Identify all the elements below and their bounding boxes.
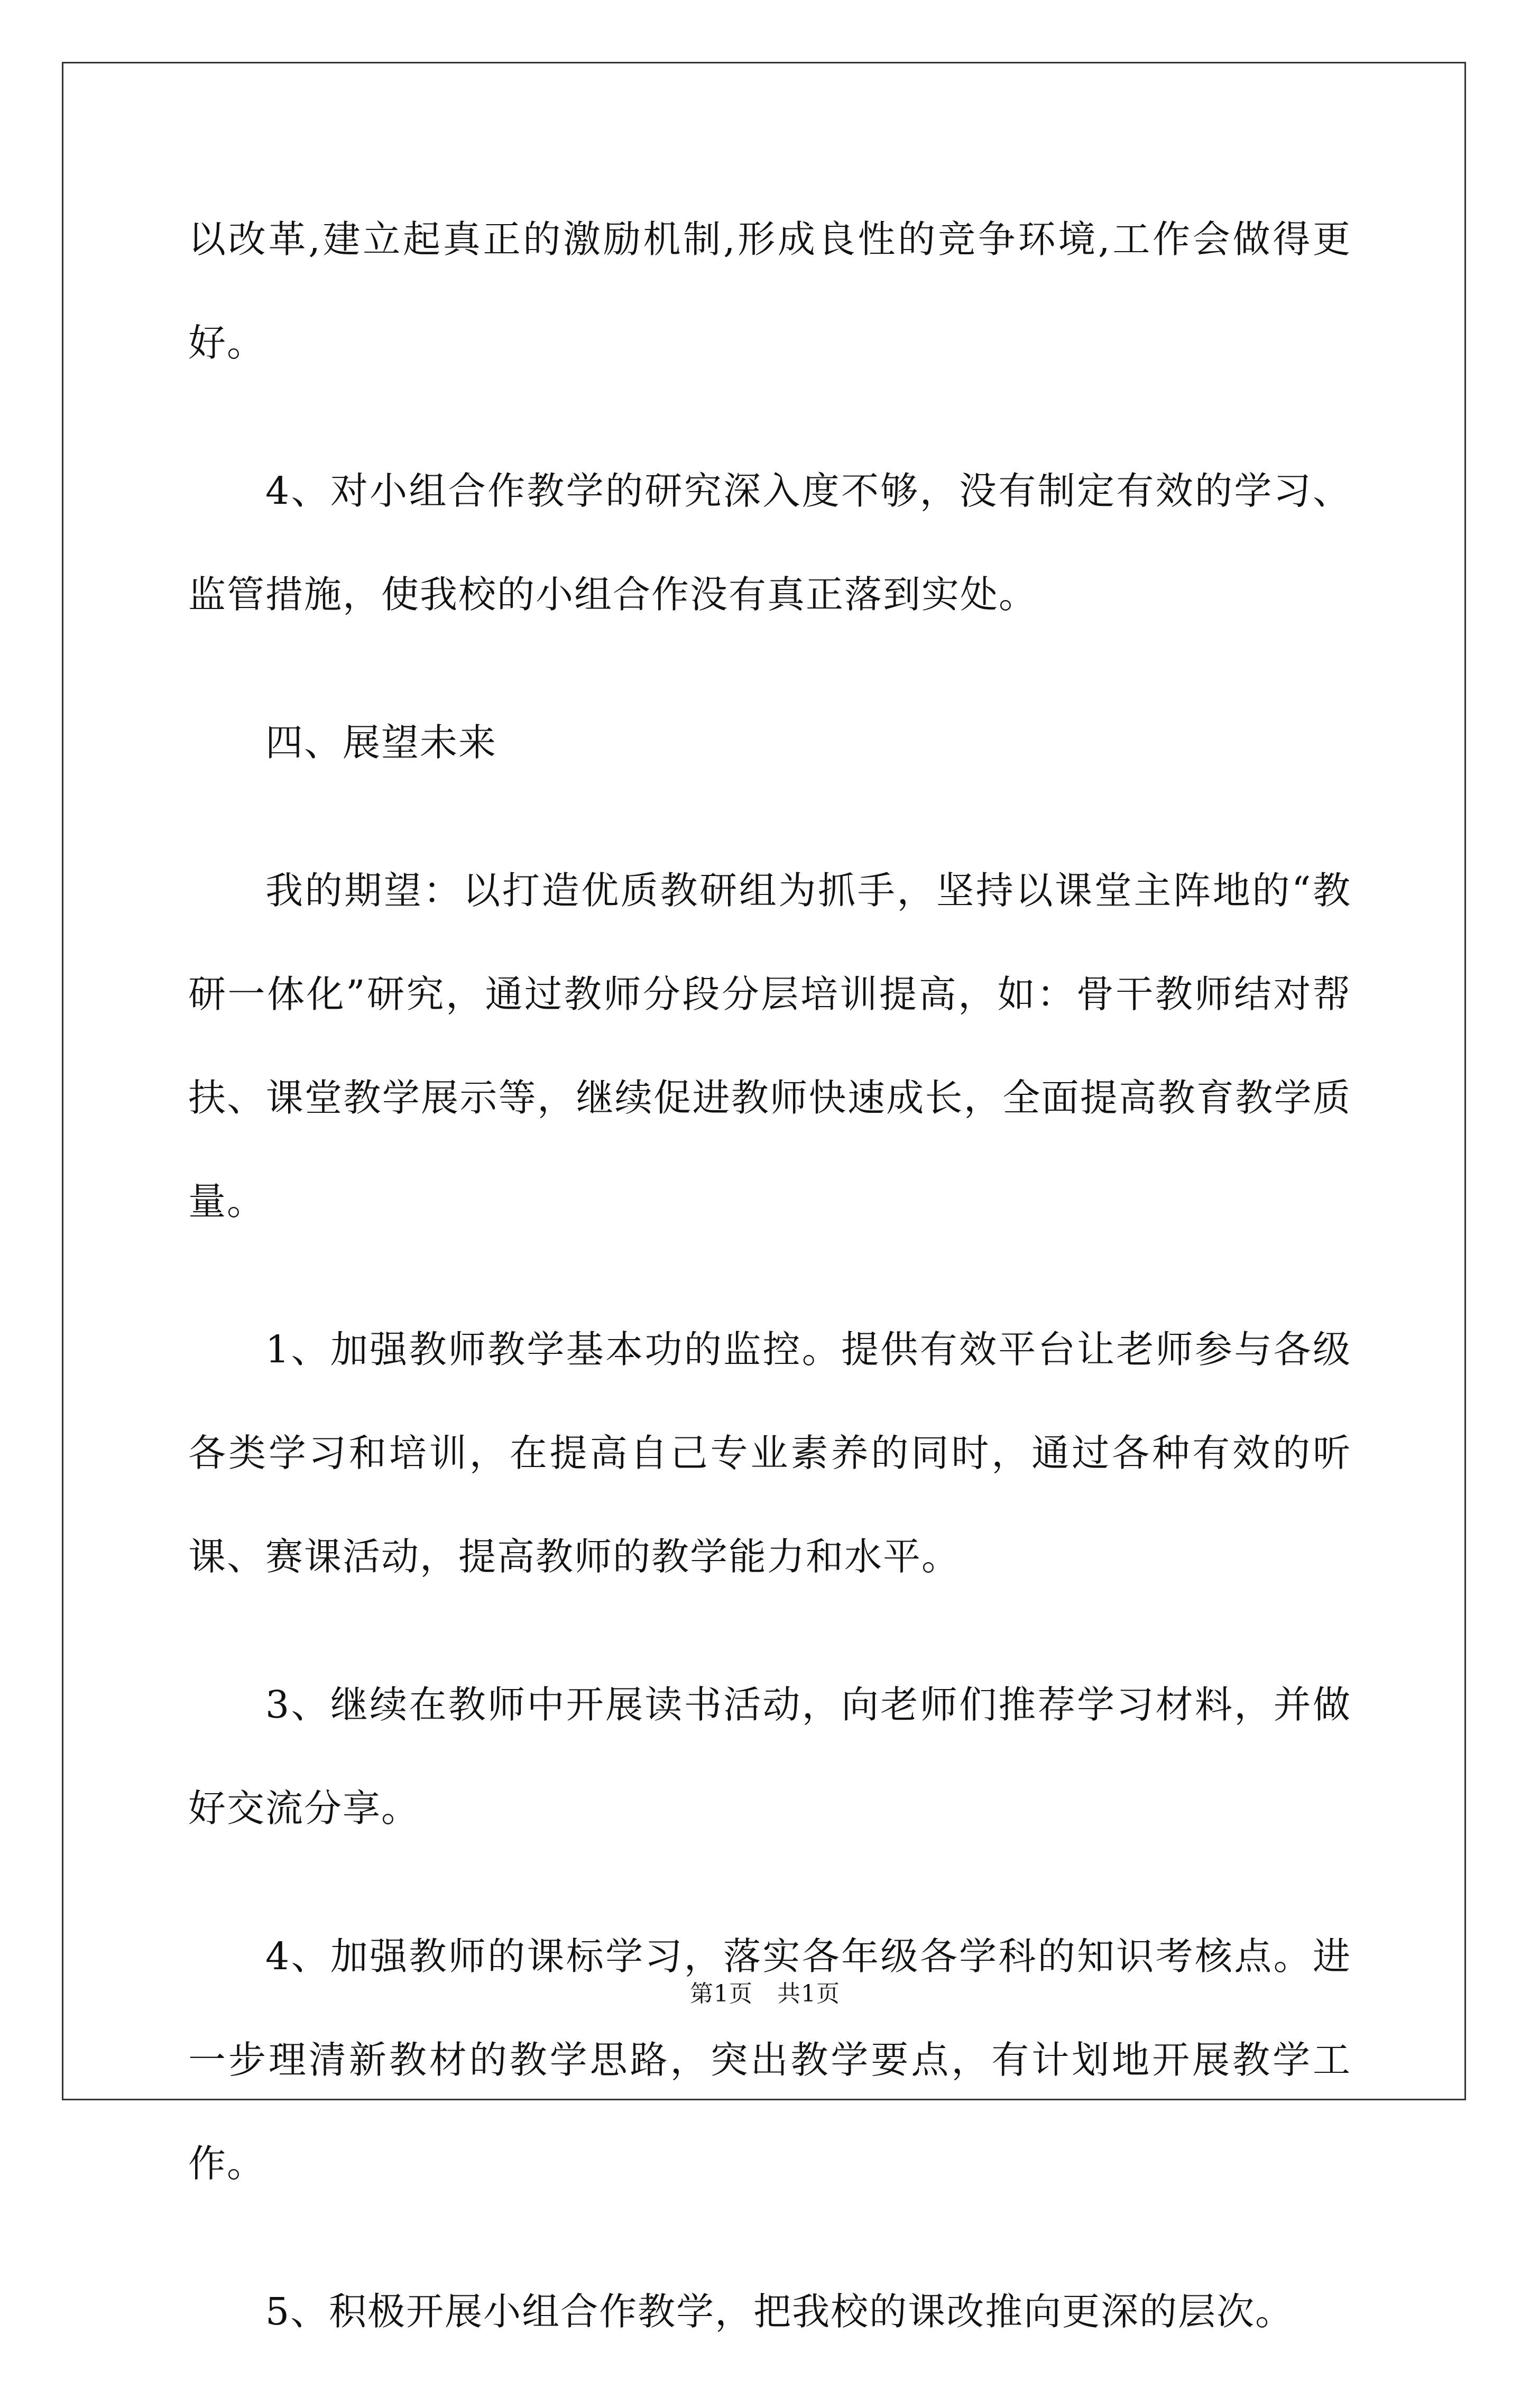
page-footer <box>0 1975 1530 2008</box>
paragraph: 4、对小组合作教学的研究深入度不够，没有制定有效的学习、监管措施，使我校的小组合作没有真正落到实处。 <box>188 469 1351 616</box>
paragraph: 3、继续在教师中开展读书活动，向老师们推荐学习材料，并做好交流分享。 <box>188 1683 1351 1830</box>
paragraph: 4、加强教师的课标学习，落实各年级各学科的知识考核点。进一步理清新教材的教学思路，突出教学要点，有计划地开展教学工作。 <box>188 1934 1351 2185</box>
page-number-total: 共1页 <box>777 1980 840 2007</box>
document-body <box>188 188 1351 2408</box>
paragraph: 我的期望：以打造优质教研组为抓手，坚持以课堂主阵地的“教研一体化”研究，通过教师分段分层培训提高，如：骨干教师结对帮扶、课堂教学展示等，继续促进教师快速成长，全面提高教育教学质量。 <box>188 869 1351 1223</box>
section-heading: 四、展望未来 <box>265 721 497 764</box>
paragraph: 1、加强教师教学基本功的监控。提供有效平台让老师参与各级各类学习和培训，在提高自己专业素养的同时，通过各种有效的听课、赛课活动，提高教师的教学能力和水平。 <box>188 1327 1351 1579</box>
page-number-current: 第1页 <box>690 1980 753 2007</box>
paragraph: 以改革,建立起真正的激励机制,形成良性的竞争环境,工作会做得更好。 <box>188 217 1351 365</box>
paragraph: 5、积极开展小组合作教学，把我校的课改推向更深的层次。 <box>265 2290 1294 2333</box>
